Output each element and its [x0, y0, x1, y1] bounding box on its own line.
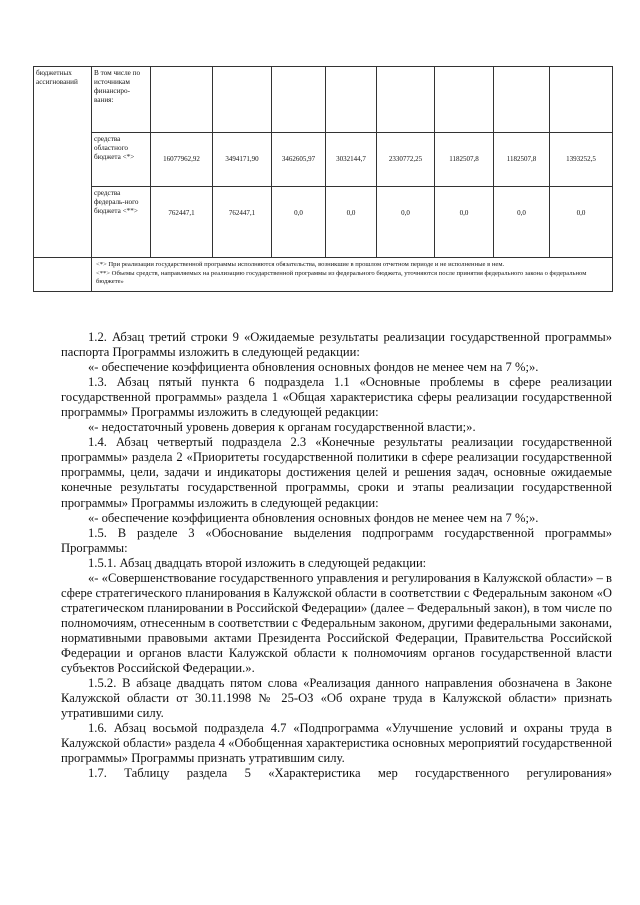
paragraph: «- обеспечение коэффициента обновления основных фондов не менее чем на 7 %;».: [88, 510, 539, 525]
footnote-federal: <**> Объемы средств, направляемых на реализацию государственной программы из федерального бюджета, уточняются после принятия федерального закона о федеральном бюджете»: [96, 269, 587, 286]
paragraph: 1.3. Абзац пятый пункта 6 подраздела 1.1 «Основные проблемы в сфере реализации государственной программы» раздела 1 «Общая характеристика сферы реализации государственной программы» Программы изложить в следующей редакции:: [61, 375, 612, 420]
footnote-regional: <*> При реализации государственной программы исполняются обязательства, возникшие в прошлом отчетном периоде и не исполненные в нем.: [96, 261, 505, 268]
table-cell: [494, 67, 550, 133]
table-cell-regional-label: средства областного бюджета <*>: [92, 133, 151, 187]
table-cell-value: 0,0: [326, 187, 377, 258]
paragraph: 1.5. В разделе 3 «Обоснование выделения подпрограмм государственной программы» Программы:: [61, 525, 612, 555]
budget-table: [33, 66, 613, 292]
table-row: [34, 187, 613, 258]
table-footnotes: [92, 258, 613, 292]
table-cell-value: 3462605,97: [272, 133, 326, 187]
paragraph: 1.4. Абзац четвертый подраздела 2.3 «Конечные результаты реализации государственной программы» раздела 2 «Приоритеты государственной политики в сфере реализации государственной программы, цели, задачи и индикаторы достижения целей и решения задач, основные ожидаемые конечные результаты государственной программы, сроки и этапы реализации государственной программы» Программы изложить в следующей редакции:: [61, 435, 612, 510]
table-cell-value: 1393252,5: [550, 133, 613, 187]
table-cell: [435, 67, 494, 133]
paragraph: 1.6. Абзац восьмой подраздела 4.7 «Подпрограмма «Улучшение условий и охраны труда в Калужской области» раздела 4 «Обобщенная характеристика основных мероприятий государственной программы» Программы признать утратившим силу.: [61, 721, 612, 766]
table-cell-value: 2330772,25: [377, 133, 435, 187]
table-cell-value: 3032144,7: [326, 133, 377, 187]
table-cell-value: 762447,1: [213, 187, 272, 258]
table-cell-value: 1182507,8: [435, 133, 494, 187]
table-row: [34, 133, 613, 187]
table-cell: [326, 67, 377, 133]
table-cell: [377, 67, 435, 133]
table-cell-value: 1182507,8: [494, 133, 550, 187]
paragraph: «- недостаточный уровень доверия к органам государственной власти;».: [88, 420, 476, 435]
paragraph: «- «Совершенствование государственного управления и регулирования в Калужской области» – в сфере стратегического планирования в Калужской области в соответствии с Федеральным законом «О стратегическом планировании в Российской Федерации» (далее – Федеральный закон), в том числе по полномочиям, отнесенным в соответствии с Федеральным законом, другими федеральными законами, нормативными правовыми актами Президента Российской Федерации, Правительства Российской Федерации и органов власти Калужской области к полномочиям органов государственной власти субъектов Российской Федерации.».: [61, 570, 612, 676]
table-cell-value: 16077962,92: [151, 133, 213, 187]
table-cell-value: 762447,1: [151, 187, 213, 258]
table-cell-intro-label: В том числе по источникам финансиро-вания:: [92, 67, 151, 133]
paragraph: 1.5.2. В абзаце двадцать пятом слова «Реализация данного направления обозначена в Законе Калужской области от 30.11.1998 № 25-ОЗ «Об охране труда в Калужской области» признать утратившими силу.: [61, 676, 612, 721]
table-cell: [550, 67, 613, 133]
table-row: [34, 67, 613, 133]
table-cell-value: 0,0: [550, 187, 613, 258]
paragraph: 1.2. Абзац третий строки 9 «Ожидаемые результаты реализации государственной программы» паспорта Программы изложить в следующей редакции:: [61, 330, 612, 360]
table-cell: [213, 67, 272, 133]
table-cell-federal-label: средства федераль-ного бюджета <**>: [92, 187, 151, 258]
table-cell-value: 0,0: [377, 187, 435, 258]
table-cell-value: 3494171,90: [213, 133, 272, 187]
paragraph: 1.7. Таблицу раздела 5 «Характеристика мер государственного регулирования»: [88, 766, 612, 781]
table-cell-value: 0,0: [435, 187, 494, 258]
table-cell: [34, 258, 92, 292]
table-cell: [151, 67, 213, 133]
paragraph: «- обеспечение коэффициента обновления основных фондов не менее чем на 7 %;».: [88, 360, 539, 375]
paragraph: 1.5.1. Абзац двадцать второй изложить в следующей редакции:: [88, 555, 427, 570]
table-cell-col1-label: бюджетных ассигнований: [34, 67, 92, 258]
table-cell: [272, 67, 326, 133]
table-cell-value: 0,0: [272, 187, 326, 258]
table-row: [34, 258, 613, 292]
table-cell-value: 0,0: [494, 187, 550, 258]
document-body: [61, 330, 612, 781]
